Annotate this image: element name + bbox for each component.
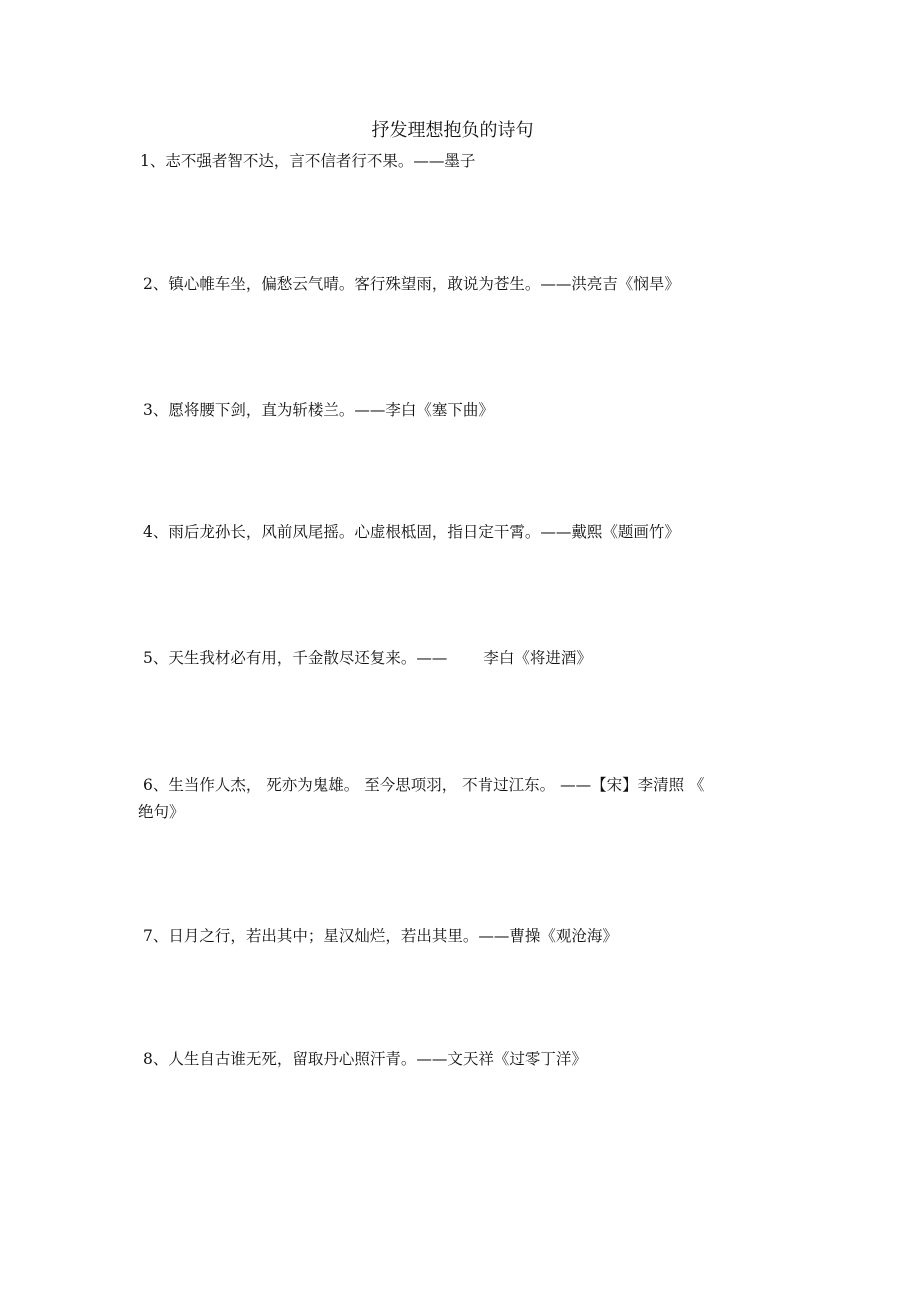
poem-line-3: 3、愿将腰下剑，直为斩楼兰。——李白《塞下曲》 — [143, 401, 494, 419]
poem-line-1: 1、志不强者智不达，言不信者行不果。——墨子 — [140, 152, 476, 170]
poem-line-5 — [143, 645, 592, 672]
poem-line-4: 4、雨后龙孙长，风前凤尾摇。心虚根柢固，指日定干霄。——戴熙《题画竹》 — [143, 523, 680, 541]
poem-line-7: 7、日月之行，若出其中；星汉灿烂，若出其里。——曹操《观沧海》 — [143, 927, 618, 945]
poem-line-6: 6、生当作人杰， 死亦为鬼雄。 至今思项羽， 不肯过江东。 ——【宋】李清照 《 — [143, 776, 705, 794]
poem-line-5-text: 5、天生我材必有用，千金散尽还复来。—— — [143, 649, 448, 667]
poem-line-8: 8、人生自古谁无死，留取丹心照汗青。——文天祥《过零丁洋》 — [143, 1050, 587, 1068]
poem-line-6-continuation: 绝句》 — [138, 803, 185, 821]
poem-line-5-author: 李白《将进酒》 — [483, 649, 592, 667]
document-title: 抒发理想抱负的诗句 — [371, 120, 534, 141]
poem-line-2: 2、镇心帷车坐，偏愁云气晴。客行殊望雨，敢说为苍生。——洪亮吉《悯旱》 — [143, 275, 680, 293]
